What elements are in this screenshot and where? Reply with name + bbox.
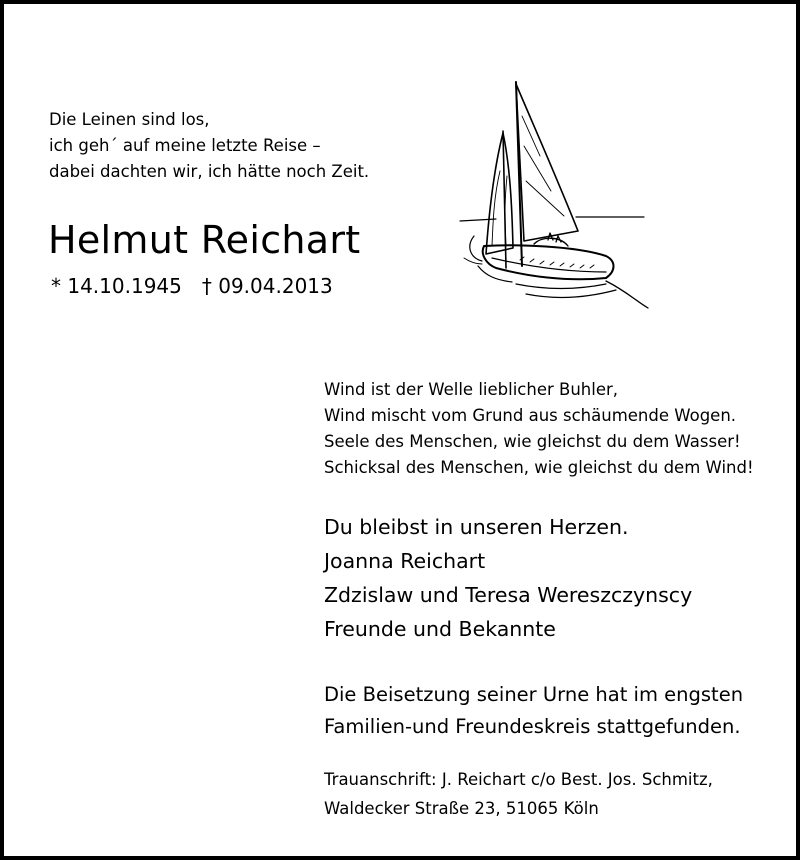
condolence-address <box>324 765 713 823</box>
mourners-block <box>324 510 692 646</box>
address-line: Waldecker Straße 23, 51065 Köln <box>324 799 599 818</box>
death-date: † 09.04.2013 <box>201 274 333 298</box>
intro-line: ich geh´ auf meine letzte Reise – <box>49 136 321 155</box>
poem-line: Wind ist der Welle lieblicher Buhler, <box>324 380 618 399</box>
life-dates <box>51 272 333 300</box>
poem-line: Wind mischt vom Grund aus schäumende Wogen. <box>324 406 737 425</box>
birth-date: * 14.10.1945 <box>51 274 182 298</box>
sailboat-icon <box>456 76 656 316</box>
intro-verse <box>49 107 369 185</box>
poem-verse <box>324 377 754 481</box>
burial-notice <box>324 679 743 743</box>
burial-line: Familien-und Freundeskreis stattgefunden. <box>324 715 741 738</box>
poem-line: Schicksal des Menschen, wie gleichst du dem Wind! <box>324 458 754 477</box>
intro-line: dabei dachten wir, ich hätte noch Zeit. <box>49 162 370 181</box>
intro-line: Die Leinen sind los, <box>49 110 210 129</box>
mourner-name: Freunde und Bekannte <box>324 617 556 641</box>
deceased-name: Helmut Reichart <box>48 218 361 262</box>
address-line: Trauanschrift: J. Reichart c/o Best. Jos. Schmitz, <box>324 770 713 789</box>
farewell-line: Du bleibst in unseren Herzen. <box>324 515 629 539</box>
burial-line: Die Beisetzung seiner Urne hat im engsten <box>324 683 744 706</box>
mourner-name: Zdzislaw und Teresa Wereszczynscy <box>324 583 693 607</box>
mourner-name: Joanna Reichart <box>324 549 486 573</box>
poem-line: Seele des Menschen, wie gleichst du dem Wasser! <box>324 432 741 451</box>
